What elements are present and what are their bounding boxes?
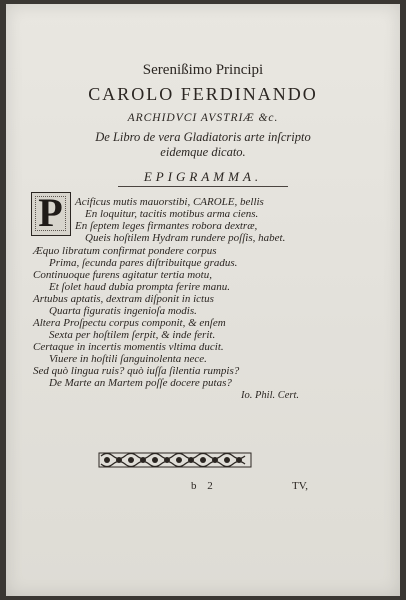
- dedication-line-1: Serenißimo Principi: [142, 62, 264, 78]
- verse-line: Altera Proſpectu corpus componit, & enſem: [33, 317, 226, 329]
- dedication-line-3: ARCHIDVCI AVSTRIÆ &c.: [127, 112, 279, 124]
- verse-line: Acificus mutis mauorstibi, CAROLE, bellis: [75, 196, 264, 208]
- verse-line: Sed quò lingua ruis? quò iuſſa ſilentia rumpis?: [33, 365, 240, 377]
- verse-line: Certaque in incertis momentis vltima ducit.: [33, 341, 224, 353]
- verse-line: Queis hoſtilem Hydram rundere poſſis, habet.: [85, 232, 286, 244]
- catchword: TV,: [292, 480, 308, 492]
- verse-line: En loquitur, tacitis motibus arma ciens.: [85, 208, 259, 220]
- verse-line: Continuoque furens agitatur tertia motu,: [33, 269, 212, 281]
- book-page: [6, 4, 400, 596]
- verse-line: Quarta figuratis ingenioſa modis.: [49, 305, 197, 317]
- floral-ornament-icon: [98, 450, 252, 470]
- verse-line: Et ſolet haud dubia prompta ferire manu.: [49, 281, 230, 293]
- dedication-line-4: De Libro de vera Gladiatoris arte inſcripto: [95, 130, 311, 144]
- dropcap-initial: [31, 192, 71, 236]
- dedication-line-5: eidemque dicato.: [160, 145, 246, 159]
- dropcap-letter: P: [38, 190, 63, 235]
- verse-line: Æquo libratum confirmat pondere corpus: [33, 245, 217, 257]
- epigram-heading: EPIGRAMMA.: [143, 169, 263, 184]
- verse-line: Viuere in hoſtili ſanguinolenta nece.: [49, 353, 207, 365]
- verse-line: De Marte an Martem poſſe docere putas?: [49, 377, 232, 389]
- heading-rule: [118, 186, 288, 187]
- dedication-line-2: CAROLO FERDINANDO: [88, 84, 318, 104]
- verse-line: Prima, ſecunda pares diſtribuitque gradus.: [49, 257, 238, 269]
- verse-line: En ſeptem leges firmantes robora dextræ,: [75, 220, 258, 232]
- signature-mark: b 2: [191, 480, 217, 492]
- verse-line: Artubus aptatis, dextram diſponit in ictus: [33, 293, 214, 305]
- author-signature: Io. Phil. Cert.: [241, 390, 300, 401]
- verse-line: Sexta per hoſtilem ſerpit, & inde ferit.: [49, 329, 216, 341]
